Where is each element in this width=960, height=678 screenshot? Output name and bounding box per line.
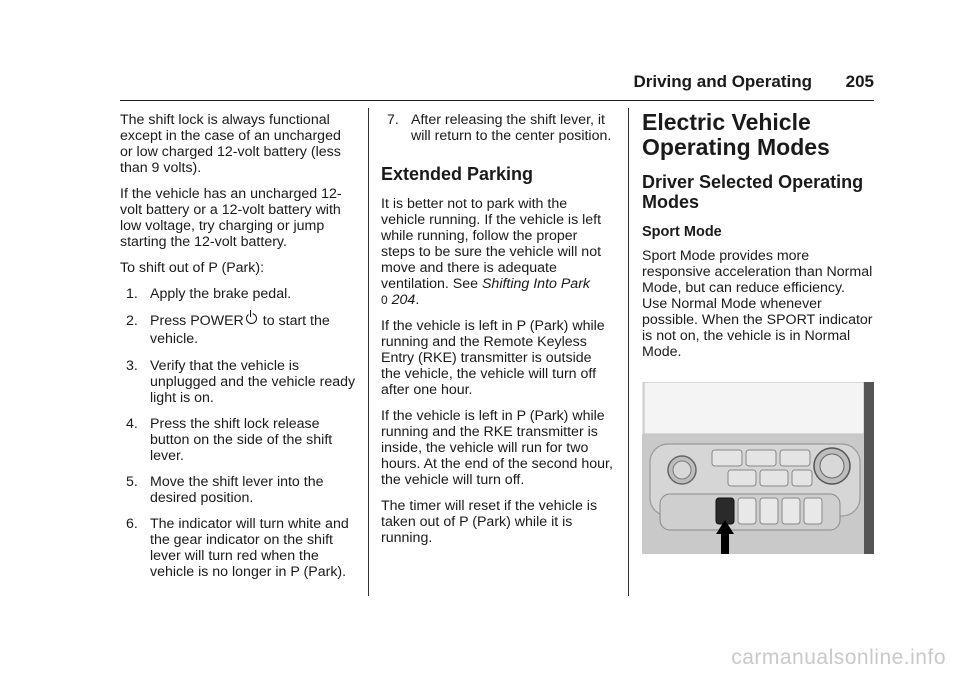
- step-number: 7.: [387, 112, 399, 128]
- step-number: 1.: [126, 286, 138, 302]
- step-text: Verify that the vehicle is unplugged and the vehicle ready light is on.: [150, 358, 356, 406]
- header-divider: [120, 100, 874, 101]
- list-item: [120, 312, 356, 348]
- step-text: After releasing the shift lever, it will return to the center position.: [411, 112, 612, 144]
- column-divider-1: [368, 108, 369, 596]
- step-text: Press the shift lock release button on the side of the shift lever.: [150, 416, 333, 464]
- column-1: [120, 112, 356, 590]
- column-3: [642, 110, 874, 370]
- column-2: [381, 112, 613, 556]
- shift-steps-list-continued: [381, 112, 613, 144]
- paragraph-shift-out-intro: To shift out of P (Park):: [120, 260, 265, 276]
- paragraph-shift-lock: The shift lock is always functional except in the case of an uncharged or low charged 12-volt battery (less than 9 volts).: [120, 112, 341, 176]
- paragraph-text: .: [415, 292, 420, 308]
- step-text: The indicator will turn white and the gear indicator on the shift lever will turn red when the vehicle is no longer in P (Park).: [150, 516, 349, 580]
- paragraph-rke-inside: If the vehicle is left in P (Park) while running and the RKE transmitter is inside, the vehicle will run for two hours. At the end of the second hour, the vehicle will turn off.: [381, 408, 613, 488]
- list-item: [381, 112, 613, 144]
- step-number: 5.: [126, 474, 138, 490]
- section-title: Driving and Operating: [633, 72, 812, 91]
- power-icon: [246, 313, 257, 324]
- paragraph-sport-mode: Sport Mode provides more responsive acceleration than Normal Mode, but can reduce efficiency. Use Normal Mode whenever possible. When the SPORT indicator is not on, the vehicle is in Normal Mode.: [642, 248, 873, 360]
- step-number: 3.: [126, 358, 138, 374]
- shift-steps-list: [120, 286, 356, 580]
- paragraph-rke-outside: If the vehicle is left in P (Park) while running and the Remote Keyless Entry (RKE) transmitter is outside the vehicle, the vehicle will turn off after one hour.: [381, 318, 605, 398]
- heading-extended-parking: Extended Parking: [381, 164, 534, 184]
- page-header: [120, 72, 874, 96]
- list-item: [120, 416, 356, 464]
- heading-ev-operating-modes: Electric Vehicle Operating Modes: [642, 109, 830, 160]
- step-text: Move the shift lever into the desired position.: [150, 474, 324, 506]
- heading-sport-mode: Sport Mode: [642, 224, 722, 240]
- step-number: 2.: [126, 313, 138, 329]
- page-number: 205: [845, 72, 874, 91]
- list-item: [120, 516, 356, 580]
- list-item: [120, 358, 356, 406]
- cross-reference-arrow-icon: 0: [381, 293, 388, 307]
- step-text: Apply the brake pedal.: [150, 286, 292, 302]
- step-text: to start the vehicle.: [150, 313, 330, 347]
- heading-driver-selected-modes: Driver Selected Operating Modes: [642, 172, 864, 212]
- step-number: 4.: [126, 416, 138, 432]
- paragraph-timer-reset: The timer will reset if the vehicle is taken out of P (Park) while it is running.: [381, 498, 598, 546]
- paragraph-text: It is better not to park with the vehicle running. If the vehicle is left while running, follow the proper steps to be sure the vehicle will not move and there is adequate ventilation. See: [381, 196, 602, 292]
- center-console-illustration: [642, 382, 874, 554]
- column-divider-2: [628, 108, 629, 596]
- step-text: Press POWER: [150, 313, 244, 329]
- cross-reference-link[interactable]: Shifting Into Park: [481, 276, 591, 292]
- center-console-figure: [642, 382, 874, 554]
- step-number: 6.: [126, 516, 138, 532]
- list-item: [120, 474, 356, 506]
- paragraph-uncharged-battery: If the vehicle has an uncharged 12-volt battery or a 12-volt battery with low voltage, try charging or jump starting the 12-volt battery.: [120, 186, 342, 250]
- paragraph-extended-parking: [381, 196, 613, 308]
- cross-reference-page[interactable]: 204: [391, 292, 416, 308]
- list-item: [120, 286, 356, 302]
- watermark-text: carmanualsonline.info: [731, 646, 946, 669]
